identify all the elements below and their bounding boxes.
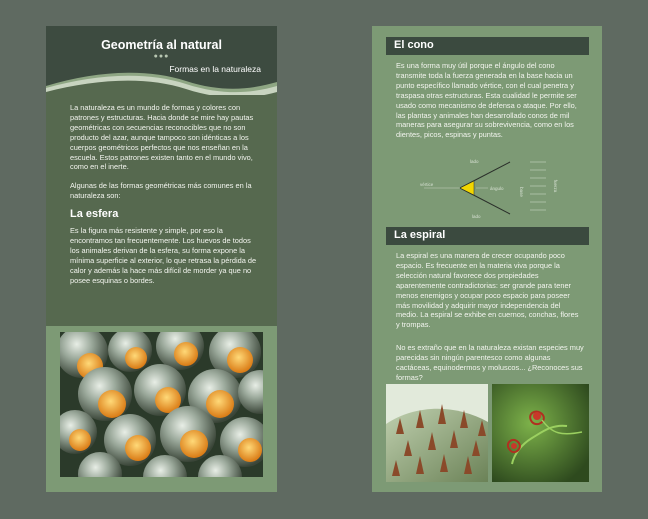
cone-diagram <box>412 154 572 222</box>
label-side-top: lado <box>470 159 479 164</box>
title-dots: ●●● <box>153 53 170 60</box>
tendril-photo <box>492 384 589 482</box>
label-base: base <box>519 187 524 197</box>
cone-heading: El cono <box>394 39 434 51</box>
cone-angle-wedge <box>460 181 474 195</box>
label-angle: ángulo <box>490 186 504 191</box>
cone-paragraph: Es una forma muy útil porque el ángulo del cono transmite toda la fuerza generada en la base hacia un punto específico llamado vértice, con el cual penetra y traspasa otras estructuras. Esta cualidad le permite ser usado como mecanismo de defensa o ataque. Por ello, las plantas y animales han desarrollado conos de mil maneras para asegurar su sobrevivencia, como en los dientes, picos, espinas y puntas. <box>396 61 577 140</box>
spiral-paragraph: La espiral es una manera de crecer ocupando poco espacio. Es frecuente en la materia viva porque la selección natural favorece dos propiedades aparentemente contradictorias: ser grande para tener menos enemigos y ocupar poco espacio para poseer más movilidad y adquirir mayor independencia del medio. La espiral se exhibe en cuernos, conchas, flores y trompas. <box>396 251 579 330</box>
sphere-heading: La esfera <box>70 208 119 221</box>
sphere-paragraph: Es la figura más resistente y simple, por eso la encontramos tan frecuentemente. Los huevos de todos los animales derivan de la esfera, su forma expone la mínima superficie al exterior, lo que retrasa la pérdida de calor y además la hace más difícil de morder ya que no posee esquinas o bordes. <box>70 226 257 285</box>
intro-paragraph: La naturaleza es un mundo de formas y colores con patrones y estructuras. Hacia donde se mire hay pautas geométricas con secuencias reconocibles que no son producto del azar, aunque tampoco son idénticas a los cuerpos geométricos perfectos que nos enseñan en la escuela. Estos patrones existen tanto en el mundo vivo, como en el inerte. <box>70 103 254 172</box>
closing-paragraph: No es extraño que en la naturaleza existan especies muy parecidas sin ningún parentesco como algunas cactáceas, equinodermos y moluscos... ¿Reconoces sus formas? <box>396 343 584 382</box>
frog-eggs-photo <box>60 332 263 477</box>
force-arrows <box>530 162 546 210</box>
cactus-photo <box>386 384 488 482</box>
page-title: Geometría al natural <box>101 38 222 52</box>
label-force: fuerza <box>553 179 558 193</box>
spiral-heading: La espiral <box>394 229 446 241</box>
label-vertex: vértice <box>420 182 434 187</box>
frog-eggs-image <box>60 332 263 477</box>
cone-heading-bar <box>386 37 589 55</box>
tendril-image <box>492 384 589 482</box>
left-text-block <box>46 95 277 326</box>
left-panel <box>46 26 277 492</box>
page-subtitle: Formas en la naturaleza <box>169 64 261 74</box>
label-side-bottom: lado <box>472 214 481 219</box>
cactus-image <box>386 384 488 482</box>
intro-paragraph-2: Algunas de las formas geométricas más comunes en la naturaleza son: <box>70 181 252 201</box>
spiral-heading-bar <box>386 227 589 245</box>
right-panel <box>372 26 602 492</box>
